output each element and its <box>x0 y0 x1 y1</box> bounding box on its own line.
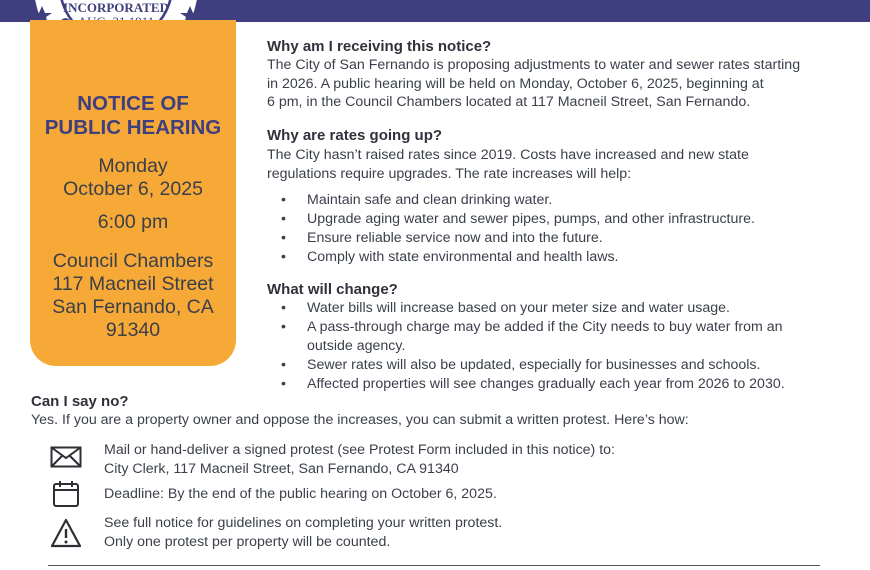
hearing-street: 117 Macneil Street <box>52 273 214 295</box>
notice-title <box>30 92 236 140</box>
warning-icon <box>50 518 82 548</box>
section-heading-why-notice: Why am I receiving this notice? <box>267 38 492 55</box>
text-line: Mail or hand-deliver a signed protest (see Protest Form included in this notice) to: <box>104 442 615 458</box>
list-item: • Sewer rates will also be updated, especially for businesses and schools. <box>267 356 785 375</box>
text-line: regulations require upgrades. The rate increases will help: <box>267 165 632 182</box>
list-item: • Water bills will increase based on your meter size and water usage. <box>267 299 785 318</box>
list-item: • Ensure reliable service now and into the future. <box>267 229 755 248</box>
hearing-day: Monday <box>98 155 168 177</box>
section-text-why-rates <box>267 146 837 183</box>
list-item: • A pass-through charge may be added if the City needs to buy water from an <box>267 318 785 337</box>
list-item-continuation: outside agency. <box>307 338 406 354</box>
hearing-date: October 6, 2025 <box>63 178 203 200</box>
rate-benefits-list <box>267 191 755 267</box>
seal-incorporated-text: INCORPORATED <box>63 0 169 15</box>
can-i-say-no-text: Yes. If you are a property owner and oppose the increases, you can submit a written protest. Here’s how: <box>31 412 689 428</box>
envelope-icon <box>50 446 82 468</box>
text-line: The City hasn’t raised rates since 2019. Costs have increased and new state <box>267 147 749 163</box>
notice-title-line-1: NOTICE OF <box>77 92 189 115</box>
list-item: • Maintain safe and clean drinking water. <box>267 191 755 210</box>
changes-list <box>267 299 785 394</box>
text-line: in 2026. A public hearing will be held on Monday, October 6, 2025, beginning at <box>267 75 764 92</box>
protest-guidelines <box>104 514 502 551</box>
list-item: • Comply with state environmental and health laws. <box>267 248 755 267</box>
notice-title-line-2: PUBLIC HEARING <box>44 116 222 139</box>
text-line: Only one protest per property will be counted. <box>104 533 391 550</box>
text-line: See full notice for guidelines on completing your written protest. <box>104 515 503 531</box>
hearing-time: 6:00 pm <box>97 211 169 233</box>
calendar-icon <box>52 480 80 508</box>
text-line: The City of San Fernando is proposing adjustments to water and sewer rates starting <box>267 57 801 73</box>
text-line: 6 pm, in the Council Chambers located at 117 Macneil Street, San Fernando. <box>267 94 751 110</box>
hearing-zip: 91340 <box>105 319 161 341</box>
protest-mail-instructions <box>104 441 615 478</box>
hearing-venue: Council Chambers <box>52 250 214 272</box>
protest-deadline: Deadline: By the end of the public hearing on October 6, 2025. <box>104 486 497 502</box>
section-text-why-notice <box>267 56 837 112</box>
text-line: City Clerk, 117 Macneil Street, San Fernando, CA 91340 <box>104 460 459 477</box>
section-heading-why-rates: Why are rates going up? <box>267 127 443 144</box>
list-item: • Upgrade aging water and sewer pipes, pumps, and other infrastructure. <box>267 210 755 229</box>
can-i-say-no-heading: Can I say no? <box>31 393 129 410</box>
hearing-city: San Fernando, CA <box>52 296 214 318</box>
list-item: • Affected properties will see changes gradually each year from 2026 to 2030. <box>267 375 785 394</box>
section-heading-what-change: What will change? <box>267 281 398 298</box>
divider-line <box>48 565 820 566</box>
